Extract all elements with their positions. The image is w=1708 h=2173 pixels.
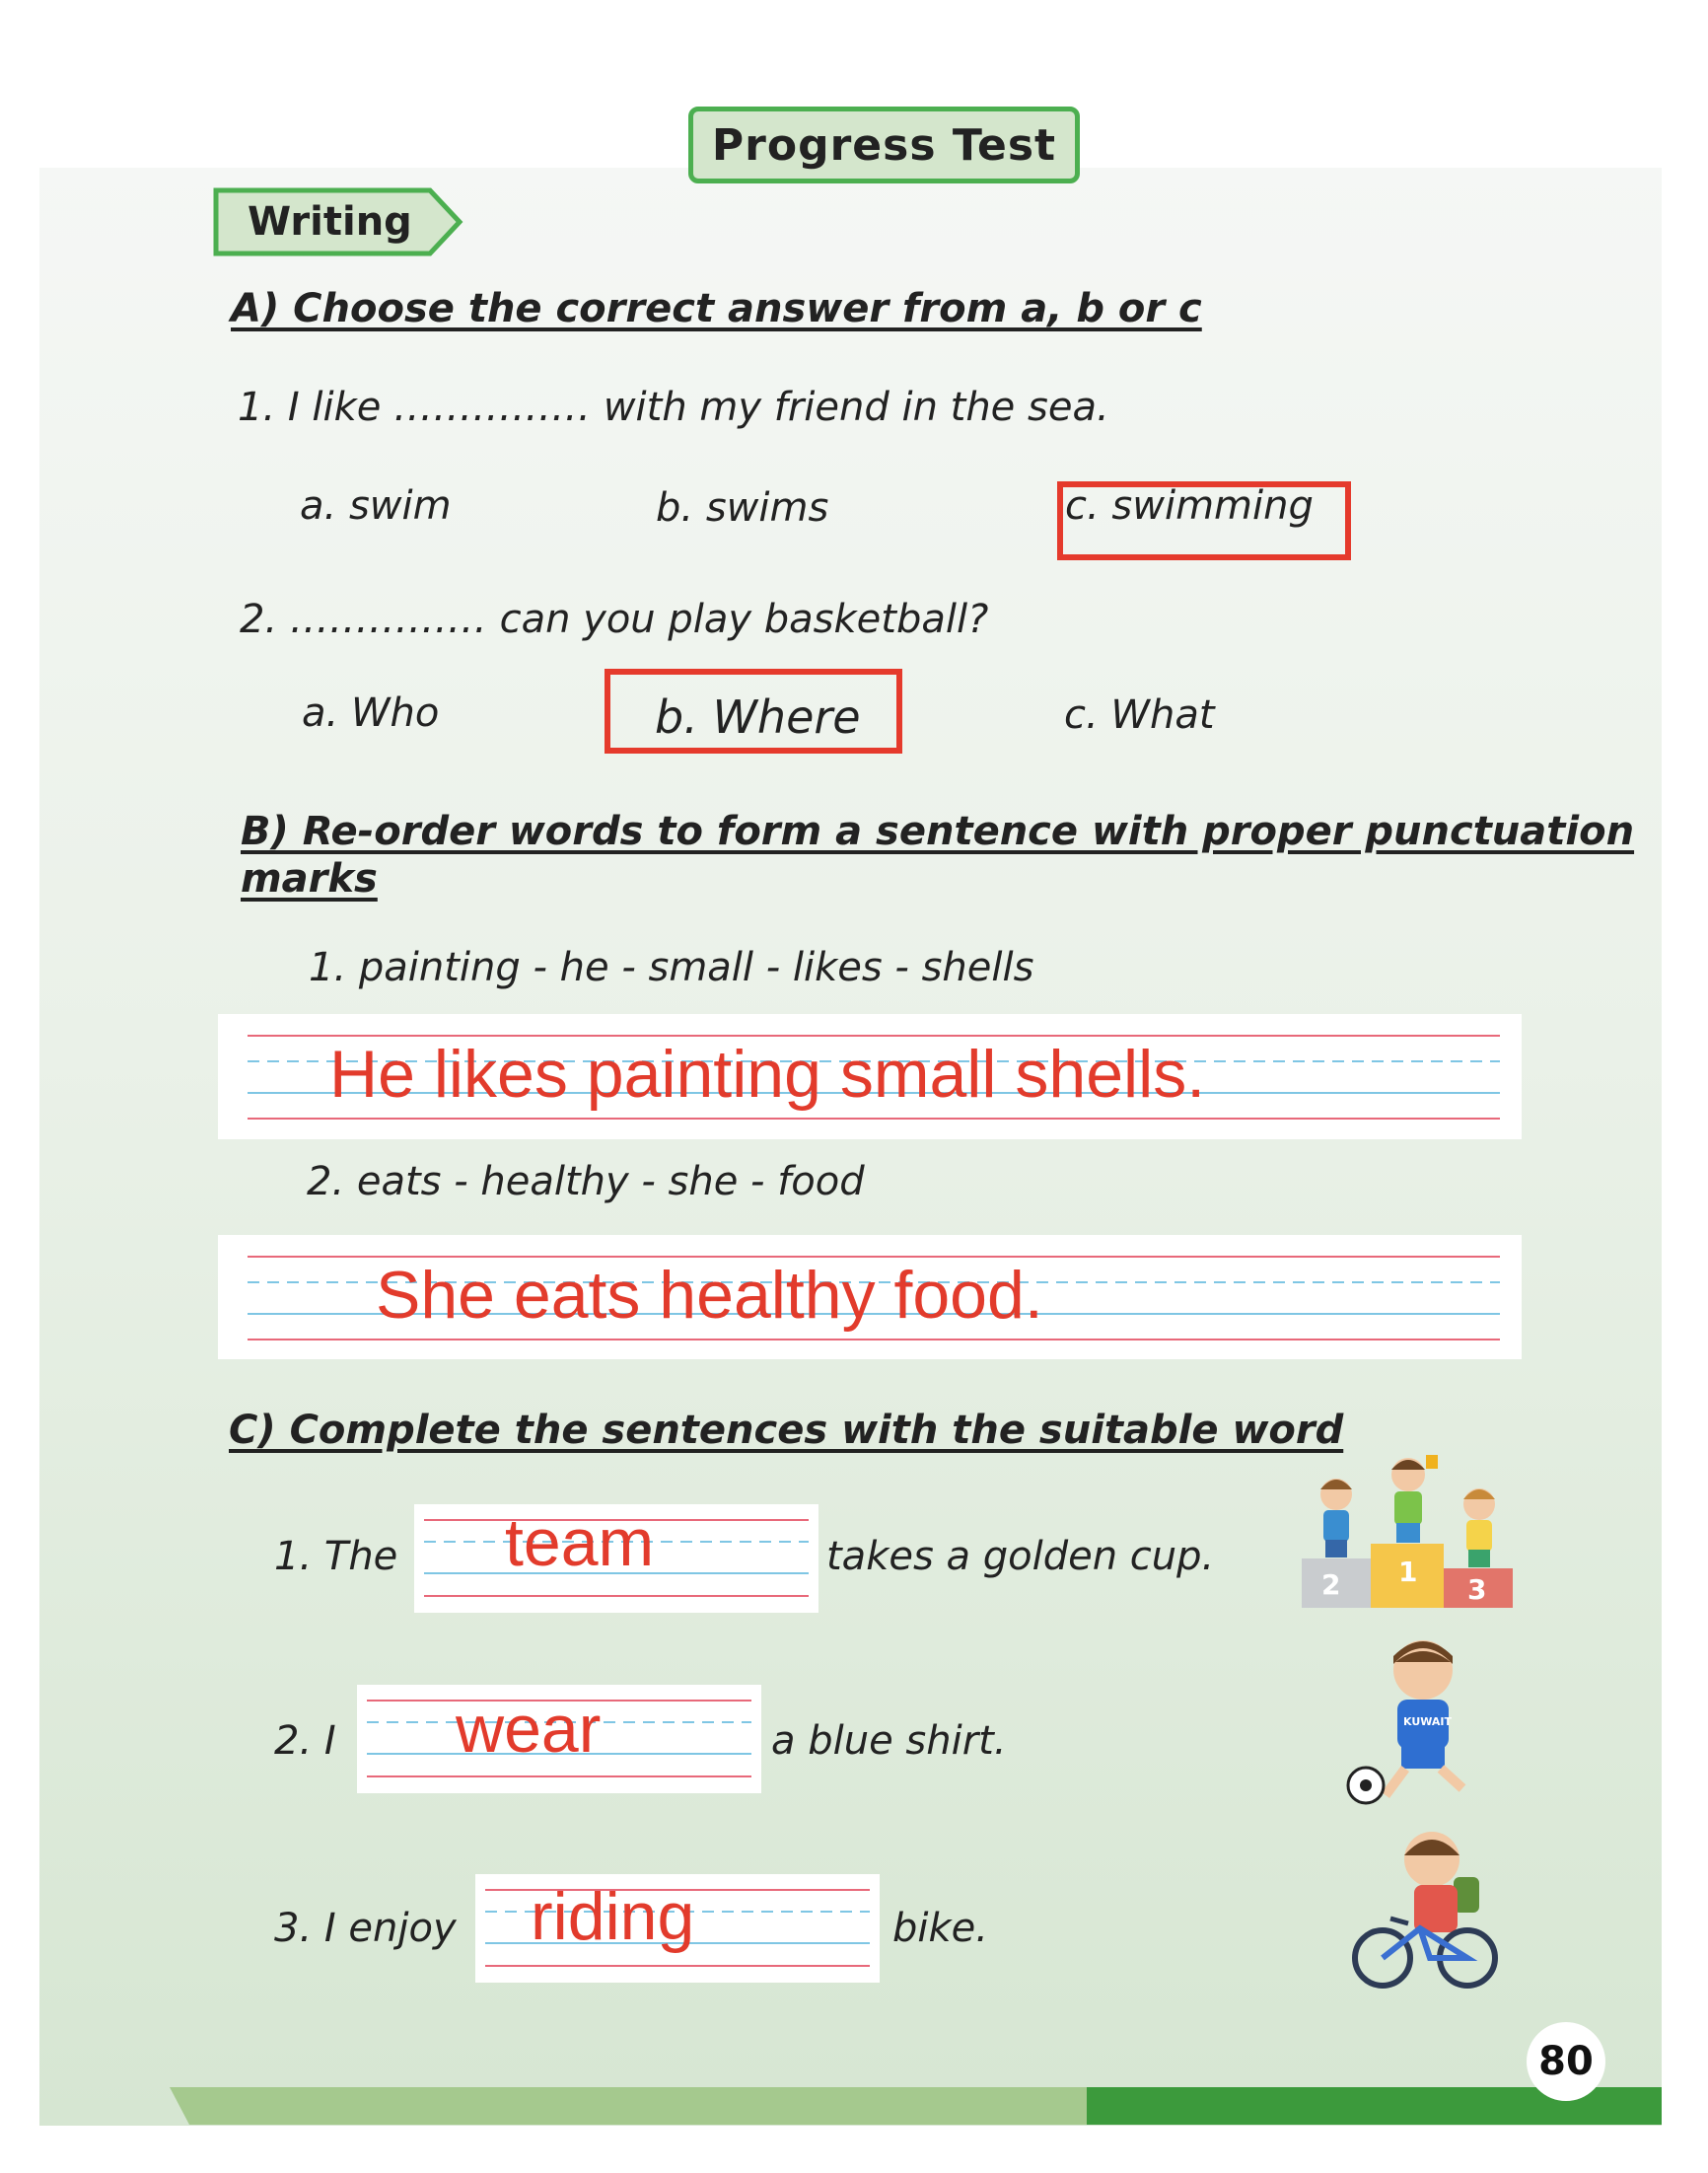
q1-option-b[interactable]: b. swims — [656, 485, 829, 531]
footer-bar-light — [170, 2087, 1087, 2125]
q1-option-a[interactable]: a. swim — [300, 483, 452, 529]
bike-boy-illustration — [1351, 1820, 1499, 1992]
podium-number-2: 2 — [1321, 1568, 1341, 1601]
fill-blank-2[interactable] — [357, 1685, 761, 1793]
fill-prefix-1: 1. The — [274, 1534, 398, 1579]
page-number: 80 — [1527, 2022, 1605, 2101]
reorder-prompt-1: 1. painting - he - small - likes - shells — [309, 945, 1034, 990]
fill-blank-3[interactable] — [475, 1874, 880, 1983]
q2-option-c[interactable]: c. What — [1064, 692, 1215, 738]
football-boy-illustration — [1346, 1632, 1494, 1805]
reorder-prompt-2: 2. eats - healthy - she - food — [307, 1159, 865, 1204]
fill-suffix-1: takes a golden cup. — [826, 1534, 1215, 1579]
reorder-answer-1: He likes painting small shells. — [329, 1037, 1206, 1112]
podium-illustration — [1300, 1435, 1517, 1613]
podium-number-3: 3 — [1467, 1573, 1487, 1606]
question-1-text: 1. I like …………… with my friend in the sea. — [238, 385, 1109, 430]
fill-suffix-3: bike. — [892, 1906, 988, 1951]
section-a-heading: A) Choose the correct answer from a, b or c — [231, 286, 1202, 331]
page-title: Progress Test — [688, 107, 1080, 183]
answer-lines-1[interactable] — [218, 1014, 1522, 1139]
fill-answer-1: team — [505, 1505, 655, 1580]
q2-option-b[interactable]: b. Where — [655, 690, 861, 744]
reorder-answer-2: She eats healthy food. — [376, 1258, 1043, 1333]
section-b-heading: B) Re-order words to form a sentence with proper punctuation — [241, 809, 1635, 854]
fill-prefix-2: 2. I — [274, 1718, 336, 1764]
q2-option-a[interactable]: a. Who — [302, 690, 440, 736]
fill-blank-1[interactable] — [414, 1504, 818, 1613]
question-2-text: 2. …………… can you play basketball? — [240, 597, 989, 642]
answer-lines-2[interactable] — [218, 1235, 1522, 1359]
section-c-heading: C) Complete the sentences with the suitable word — [229, 1408, 1344, 1453]
section-tag — [213, 187, 464, 256]
section-tag-label: Writing — [248, 199, 412, 245]
q1-option-c[interactable]: c. swimming — [1065, 483, 1314, 529]
shirt-text: KUWAIT — [1403, 1715, 1453, 1728]
section-b-heading-line2: marks — [241, 856, 378, 902]
fill-answer-3: riding — [531, 1879, 695, 1954]
podium-number-1: 1 — [1398, 1556, 1418, 1588]
fill-suffix-2: a blue shirt. — [771, 1718, 1007, 1764]
fill-prefix-3: 3. I enjoy — [274, 1906, 457, 1951]
fill-answer-2: wear — [456, 1692, 602, 1767]
